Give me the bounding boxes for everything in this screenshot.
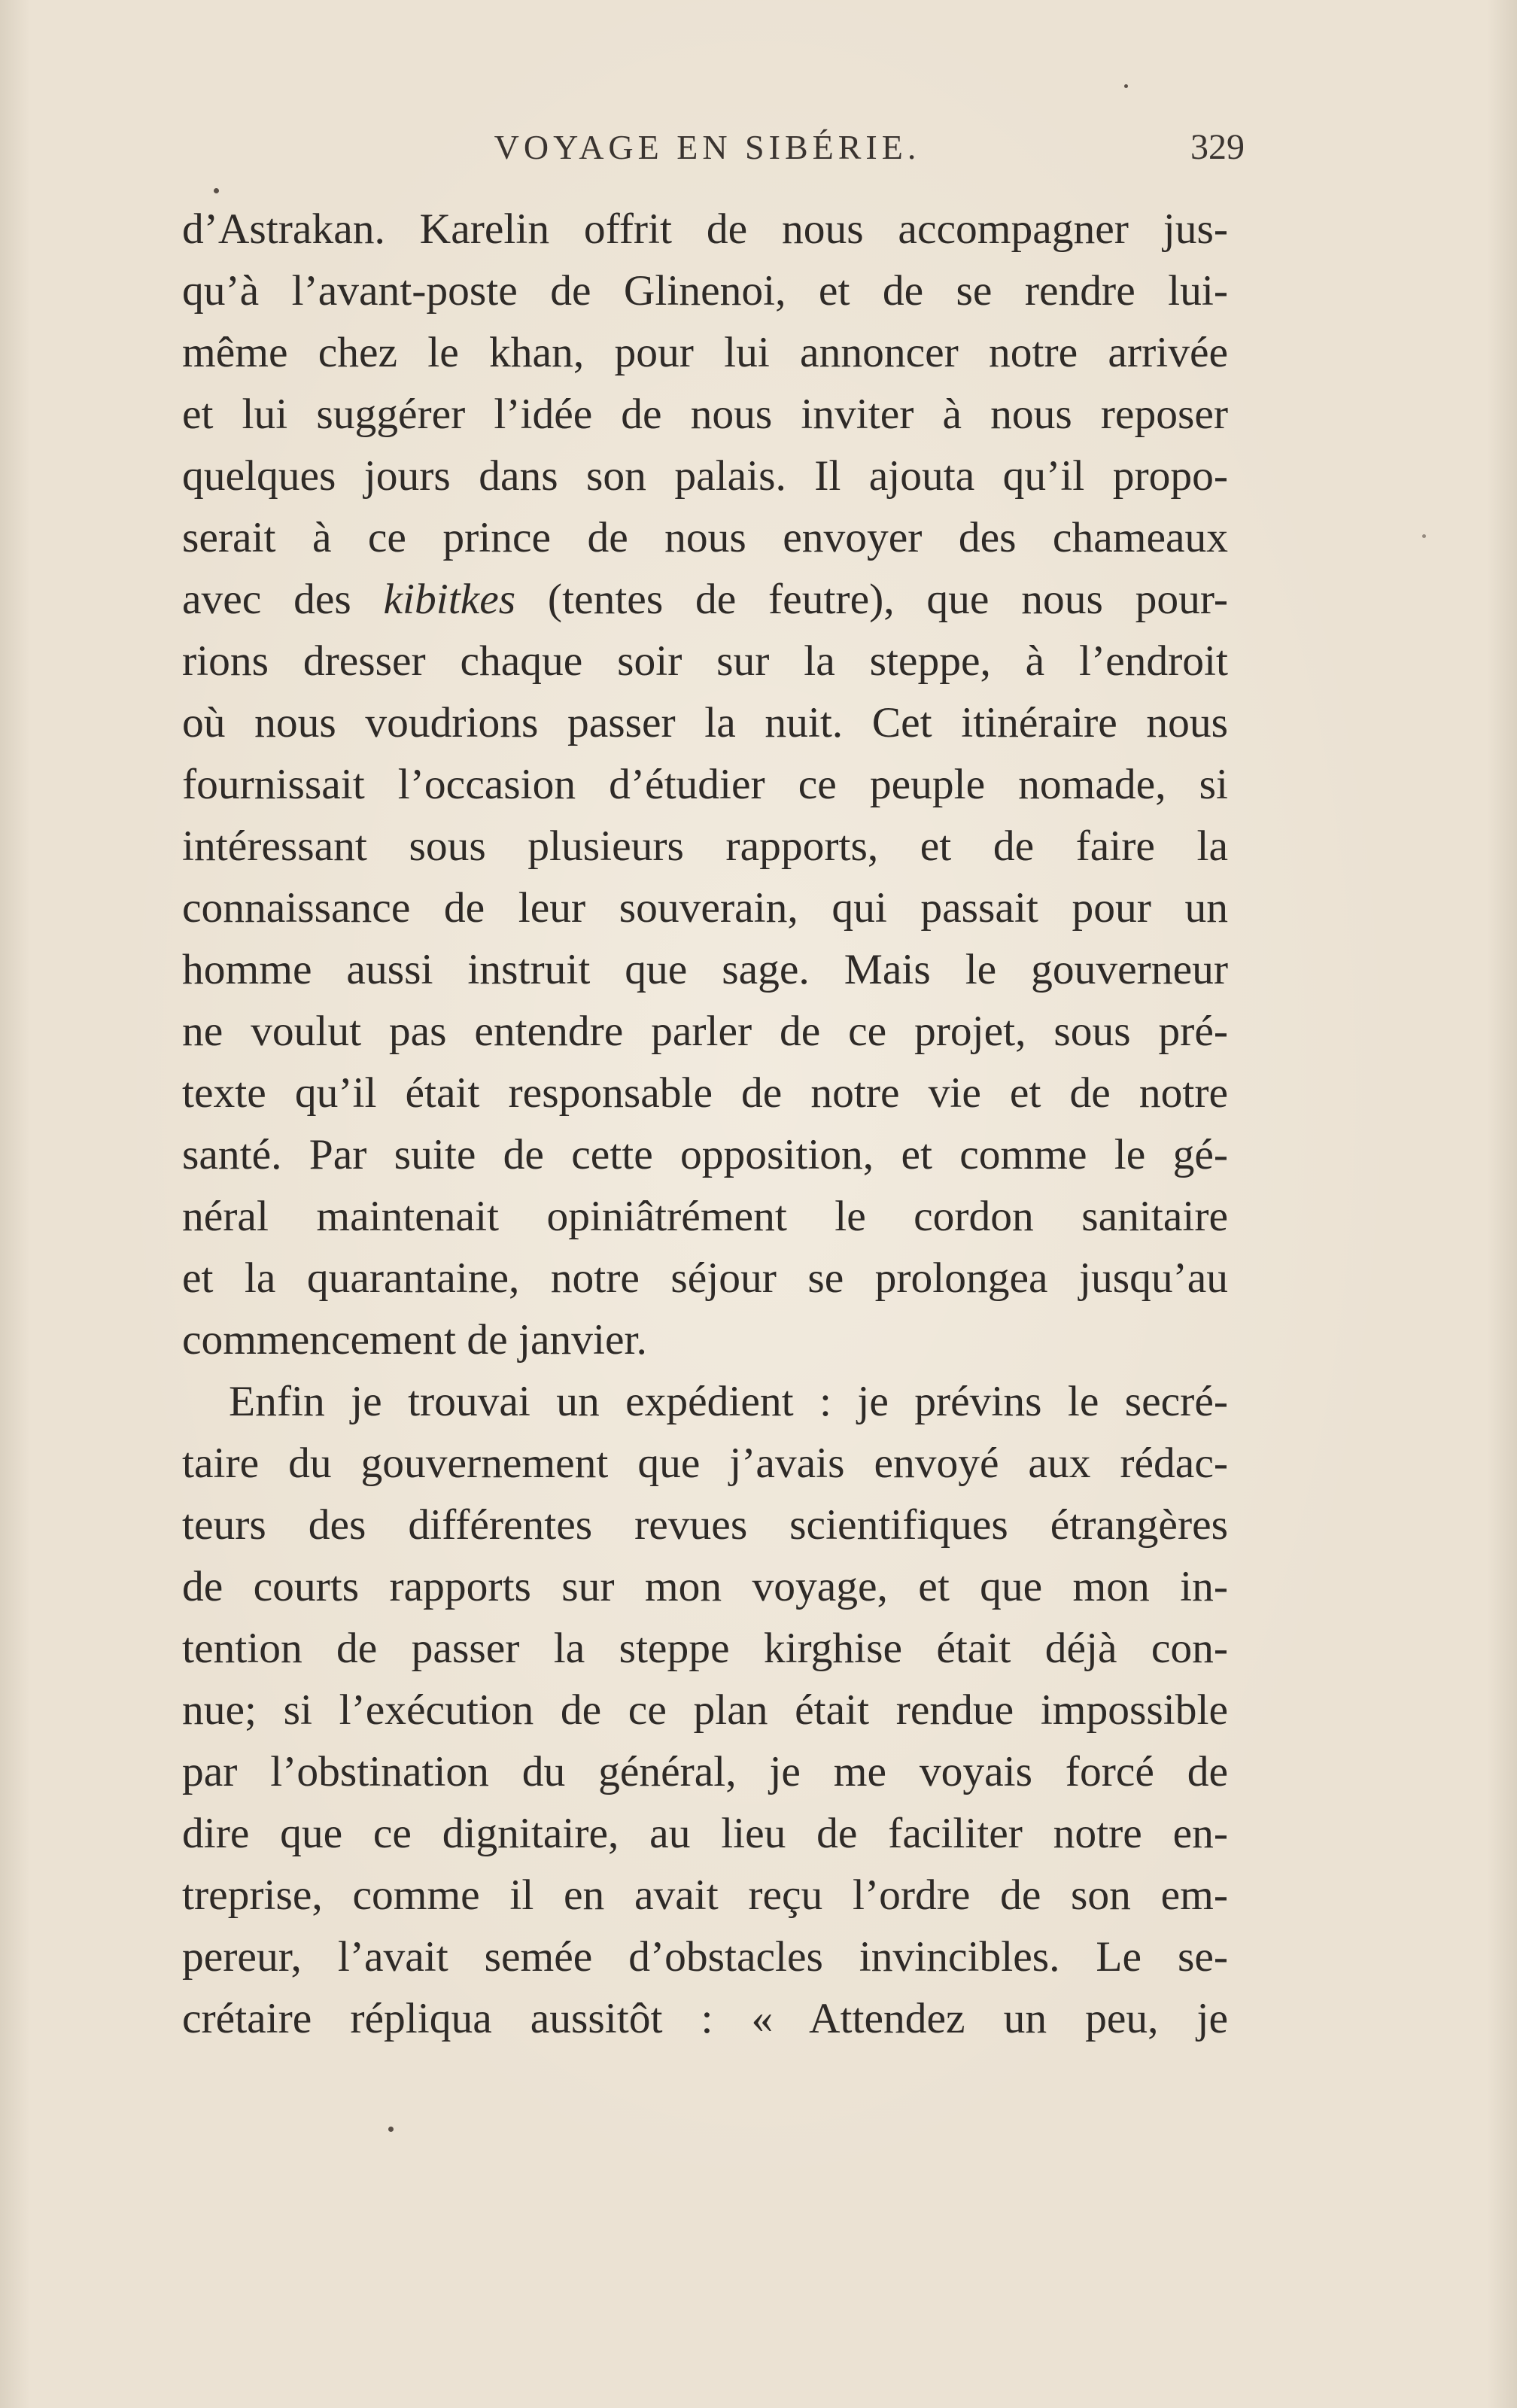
text-line: crétaire répliqua aussitôt : « Attendez un peu, je: [182, 1995, 1228, 2042]
running-title: VOYAGE EN SIBÉRIE.: [494, 128, 921, 166]
text-line: par l’obstination du général, je me voyais forcé de: [182, 1748, 1228, 1795]
text-span: avec des: [182, 576, 384, 623]
text-line: nue; si l’exécution de ce plan était rendue impossible: [182, 1686, 1228, 1734]
text-line: intéressant sous plusieurs rapports, et de faire la: [182, 822, 1228, 870]
text-line: qu’à l’avant-poste de Glinenoi, et de se rendre lui-: [182, 267, 1228, 315]
page-number: 329: [1190, 127, 1245, 167]
text-line: serait à ce prince de nous envoyer des chameaux: [182, 514, 1228, 561]
text-line: ne voulut pas entendre parler de ce projet, sous pré-: [182, 1008, 1228, 1055]
text-line: quelques jours dans son palais. Il ajouta qu’il propo-: [182, 452, 1228, 500]
paper-speck: [1422, 534, 1426, 538]
body-text: [182, 199, 1228, 2050]
text-line: pereur, l’avait semée d’obstacles invincibles. Le se-: [182, 1933, 1228, 1981]
paper-speck: [388, 2127, 394, 2132]
text-line: teurs des différentes revues scientifiques étrangères: [182, 1501, 1228, 1549]
text-line: et lui suggérer l’idée de nous inviter à nous reposer: [182, 391, 1228, 438]
text-line: [182, 569, 1228, 631]
text-line: d’Astrakan. Karelin offrit de nous accompagner jus-: [182, 205, 1228, 253]
text-line: où nous voudrions passer la nuit. Cet itinéraire nous: [182, 699, 1228, 746]
text-line: tention de passer la steppe kirghise était déjà con-: [182, 1625, 1228, 1672]
text-line: même chez le khan, pour lui annoncer notre arrivée: [182, 329, 1228, 376]
text-line: Enfin je trouvai un expédient : je prévins le secré-: [229, 1378, 1228, 1425]
text-line: texte qu’il était responsable de notre vie et de notre: [182, 1069, 1228, 1117]
text-line: commencement de janvier.: [182, 1316, 647, 1364]
italic-term: kibitkes: [383, 576, 516, 623]
text-line: homme aussi instruit que sage. Mais le gouverneur: [182, 946, 1228, 993]
text-line: connaissance de leur souverain, qui passait pour un: [182, 884, 1228, 932]
page-header: [181, 120, 1245, 175]
text-line: rions dresser chaque soir sur la steppe, à l’endroit: [182, 637, 1228, 685]
paper-speck: [214, 188, 219, 193]
text-line: fournissait l’occasion d’étudier ce peuple nomade, si: [182, 761, 1228, 808]
text-line: néral maintenait opiniâtrément le cordon sanitaire: [182, 1193, 1228, 1240]
text-span: (tentes de feutre), que nous pour-: [515, 576, 1228, 623]
text-line: et la quarantaine, notre séjour se prolongea jusqu’au: [182, 1254, 1228, 1302]
text-line: de courts rapports sur mon voyage, et que mon in-: [182, 1563, 1228, 1610]
text-line: treprise, comme il en avait reçu l’ordre de son em-: [182, 1871, 1228, 1919]
paper-speck: [1124, 84, 1128, 88]
text-line: santé. Par suite de cette opposition, et comme le gé-: [182, 1131, 1228, 1178]
text-line: taire du gouvernement que j’avais envoyé aux rédac-: [182, 1440, 1228, 1487]
text-line: dire que ce dignitaire, au lieu de faciliter notre en-: [182, 1810, 1228, 1857]
